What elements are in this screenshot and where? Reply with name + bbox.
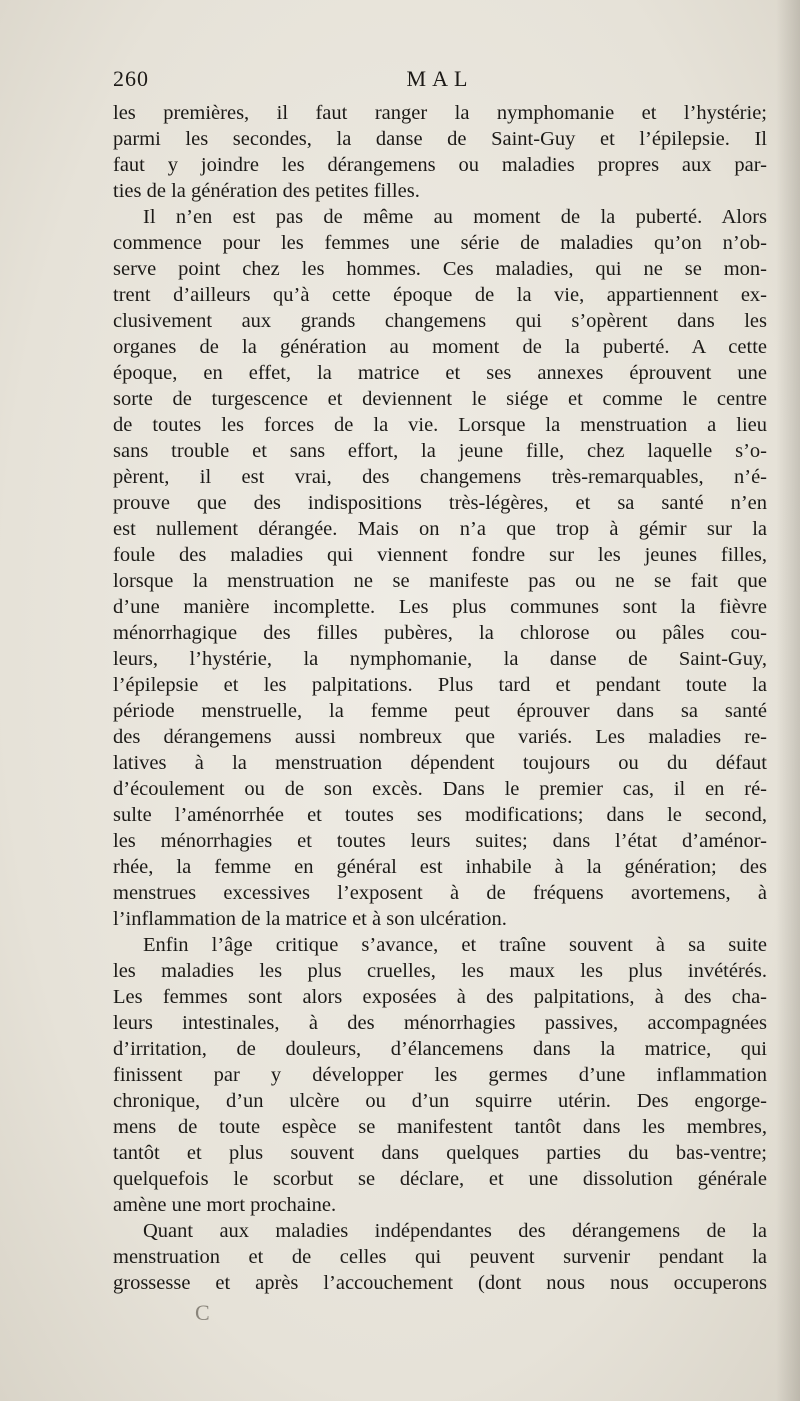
stray-ink-mark: C [195, 1300, 210, 1325]
text-line: leurs, l’hystérie, la nymphomanie, la danse de Saint-Guy, [113, 648, 767, 670]
text-line: menstrues excessives l’exposent à de fréquens avortemens, à [113, 882, 767, 904]
text-line: menstruation et de celles qui peuvent survenir pendant la [113, 1246, 767, 1268]
text-line: les maladies les plus cruelles, les maux les plus invétérés. [113, 960, 767, 982]
running-head [113, 66, 767, 100]
text-line: des dérangemens aussi nombreux que variés. Les maladies re- [113, 726, 767, 748]
text-line: chronique, d’un ulcère ou d’un squirre utérin. Des engorge- [113, 1090, 767, 1112]
text-line: commence pour les femmes une série de maladies qu’on n’ob- [113, 232, 767, 254]
text-line: organes de la génération au moment de la puberté. A cette [113, 336, 767, 358]
text-line: sorte de turgescence et deviennent le siége et comme le centre [113, 388, 767, 410]
text-line: Les femmes sont alors exposées à des palpitations, à des cha- [113, 986, 767, 1008]
text-line: trent d’ailleurs qu’à cette époque de la vie, appartiennent ex- [113, 284, 767, 306]
text-line: rhée, la femme en général est inhabile à la génération; des [113, 856, 767, 878]
text-line: ties de la génération des petites filles. [113, 180, 420, 202]
text-line: époque, en effet, la matrice et ses annexes éprouvent une [113, 362, 767, 384]
text-line: foule des maladies qui viennent fondre sur les jeunes filles, [113, 544, 767, 566]
text-line: faut y joindre les dérangemens ou maladies propres aux par- [113, 154, 767, 176]
text-line: les ménorrhagies et toutes leurs suites; dans l’état d’aménor- [113, 830, 767, 852]
text-line: serve point chez les hommes. Ces maladies, qui ne se mon- [113, 258, 767, 280]
text-line: les premières, il faut ranger la nymphomanie et l’hystérie; [113, 102, 767, 124]
text-line: grossesse et après l’accouchement (dont nous nous occuperons [113, 1272, 767, 1294]
text-line: lorsque la menstruation ne se manifeste pas ou ne se fait que [113, 570, 767, 592]
text-line: amène une mort prochaine. [113, 1194, 337, 1216]
text-line: de toutes les forces de la vie. Lorsque la menstruation a lieu [113, 414, 767, 436]
text-line: leurs intestinales, à des ménorrhagies passives, accompagnées [113, 1012, 767, 1034]
text-line: Quant aux maladies indépendantes des dérangemens de la [143, 1220, 767, 1242]
text-line: l’inflammation de la matrice et à son ulcération. [113, 908, 507, 930]
text-line: est nullement dérangée. Mais on n’a que trop à gémir sur la [113, 518, 767, 540]
running-title: MAL [406, 66, 474, 91]
page-number: 260 [113, 66, 149, 91]
text-line: Enfin l’âge critique s’avance, et traîne souvent à sa suite [143, 934, 767, 956]
text-line: clusivement aux grands changemens qui s’opèrent dans les [113, 310, 767, 332]
text-line: latives à la menstruation dépendent toujours ou du défaut [113, 752, 767, 774]
text-line: sulte l’aménorrhée et toutes ses modifications; dans le second, [113, 804, 767, 826]
text-line: sans trouble et sans effort, la jeune fille, chez laquelle s’o- [113, 440, 767, 462]
text-line: d’une manière incomplette. Les plus communes sont la fièvre [113, 596, 767, 618]
text-line: tantôt et plus souvent dans quelques parties du bas-ventre; [113, 1142, 767, 1164]
text-line: parmi les secondes, la danse de Saint-Guy et l’épilepsie. Il [113, 128, 767, 150]
body-text [113, 100, 767, 1296]
text-line: d’irritation, de douleurs, d’élancemens dans la matrice, qui [113, 1038, 767, 1060]
text-line: pèrent, il est vrai, des changemens très-remarquables, n’é- [113, 466, 767, 488]
text-line: prouve que des indispositions très-légères, et sa santé n’en [113, 492, 767, 514]
text-line: finissent par y développer les germes d’une inflammation [113, 1064, 767, 1086]
text-line: période menstruelle, la femme peut éprouver dans sa santé [113, 700, 767, 722]
text-line: ménorrhagique des filles pubères, la chlorose ou pâles cou- [113, 622, 767, 644]
text-line: l’épilepsie et les palpitations. Plus tard et pendant toute la [113, 674, 767, 696]
text-line: Il n’en est pas de même au moment de la puberté. Alors [143, 206, 767, 228]
text-line: mens de toute espèce se manifestent tantôt dans les membres, [113, 1116, 767, 1138]
text-line: d’écoulement ou de son excès. Dans le premier cas, il en ré- [113, 778, 767, 800]
text-line: quelquefois le scorbut se déclare, et une dissolution générale [113, 1168, 767, 1190]
